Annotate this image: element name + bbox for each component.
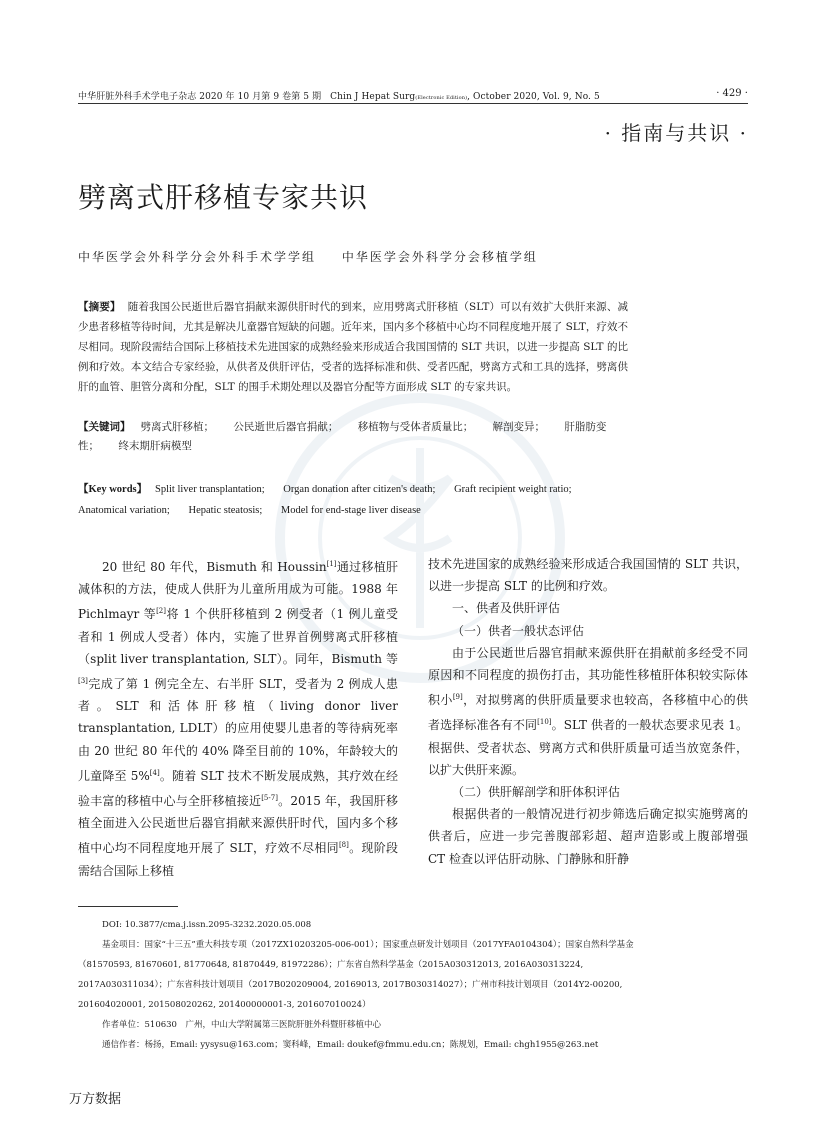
- keyword-cn: 公民逝世后器官捐献；: [233, 421, 339, 433]
- keywords-cn-label: 【关键词】: [78, 421, 131, 433]
- body-text: ，对拟劈离的供肝质量要求也较高，各移植中心的供者选择标准各有不同: [428, 693, 748, 733]
- body-text: 通过移植肝减体积的方法，使成人供肝为儿童所用成为可能。1988 年 Pichlmayr 等: [78, 560, 398, 622]
- body-column-left: [78, 553, 398, 882]
- body-text: 。SLT 供者的一般状态要求见表 1。根据供、受者状态、劈离方式和供肝质量可适当放宽条件，以扩大供肝来源。: [428, 718, 748, 777]
- funding-note: 基金项目：国家“十三五”重大科技专项（2017ZX10203205-006-001）；国家重点研发计划项目（2017YFA0104304）；国家自然科学基金（81570593, 81670601, 81770648, 81870449, 81972286）；广东省自然科学基金（2015A030312013, 2016A030313224, 2017A030311034）；广东省科技计划项目（2017B020209004, 20169013, 2017B030314027）；广州市科技计划项目（2014Y2-00200, 201604020001, 201508020262, 201400000001-3, 201607010024）: [78, 940, 634, 1010]
- body-text: 20 世纪 80 年代，Bismuth 和 Houssin: [102, 560, 327, 574]
- keyword-cn: 肝脂肪变性；: [78, 421, 607, 452]
- affiliation-note: 作者单位：510630 广州，中山大学附属第三医院肝脏外科暨肝移植中心: [102, 1020, 381, 1030]
- subsection-heading-2: （二）供肝解剖学和肝体积评估: [452, 785, 621, 800]
- journal-name-cn: 中华肝脏外科手术学电子杂志 2020 年 10 月第 9 卷第 5 期: [78, 92, 322, 102]
- author-group-2: 中华医学会外科学分会移植学组: [341, 250, 538, 264]
- keyword-cn: 终末期肝病模型: [118, 440, 192, 452]
- section-label: · 指南与共识 ·: [604, 121, 748, 145]
- body-paragraph-continued: 技术先进国家的成熟经验来形成适合我国国情的 SLT 共识，以进一步提高 SLT 的比例和疗效。: [428, 557, 748, 594]
- running-header: [78, 89, 600, 102]
- header-rule: [78, 103, 748, 104]
- subsection-heading-1: （一）供者一般状态评估: [452, 623, 585, 638]
- source-label: 万方数据: [69, 1092, 122, 1107]
- body-column-right: [428, 553, 748, 870]
- keyword-en: Graft recipient weight ratio;: [454, 484, 572, 495]
- footnotes: [78, 915, 638, 1055]
- keywords-en: [78, 479, 628, 521]
- keyword-en: Model for end-stage liver disease: [280, 505, 421, 516]
- keywords-en-label: 【Key words】: [78, 484, 148, 495]
- keywords-cn: [78, 418, 628, 456]
- journal-edition: (Electronic Edition): [415, 95, 468, 101]
- keyword-en: Hepatic steatosis;: [188, 505, 263, 516]
- doi: DOI: 10.3877/cma.j.issn.2095-3232.2020.05.008: [102, 920, 312, 930]
- abstract-label: 【摘要】: [78, 301, 121, 313]
- article-title: 劈离式肝移植专家共识: [78, 181, 369, 214]
- keyword-en: Split liver transplantation;: [155, 484, 265, 495]
- journal-issue: , October 2020, Vol. 9, No. 5: [467, 92, 600, 102]
- keyword-cn: 劈离式肝移植；: [140, 421, 215, 433]
- section-heading-1: 一、供者及供肝评估: [452, 601, 561, 616]
- abstract: [78, 297, 628, 397]
- body-paragraph: [428, 642, 748, 781]
- citation: [1]: [326, 560, 337, 568]
- journal-name-en: Chin J Hepat Surg: [330, 92, 416, 102]
- body-text: 。2015 年，我国肝移植全面进入公民逝世后器官捐献来源供肝时代，国内多个移植中心均不同程度地开展了 SLT，疗效不尽相同: [78, 794, 398, 856]
- body-paragraph: 根据供者的一般情况进行初步筛选后确定拟实施劈离的供者后，应进一步完善腹部彩超、超声造影或上腹部增强 CT 检查以评估肝动脉、门静脉和肝静: [428, 807, 748, 866]
- abstract-text: 随着我国公民逝世后器官捐献来源供肝时代的到来，应用劈离式肝移植（SLT）可以有效扩大供肝来源、减少患者移植等待时间，尤其是解决儿童器官短缺的问题。近年来，国内多个移植中心均不同程度地开展了 SLT，疗效不尽相同。现阶段需结合国际上移植技术先进国家的成熟经验来形成适合我国国情的 SLT 共识，以进一步提高 SLT 的比例和疗效。本文结合专家经验，从供者及供肝评估，受者的选择标准和供、受者匹配，劈离方式和工具的选择，劈离供肝的血管、胆管分离和分配，SLT 的围手术期处理以及器官分配等方面形成 SLT 的专家共识。: [78, 301, 628, 393]
- body-text: 。现阶段需结合国际上移植: [78, 841, 398, 878]
- body-paragraph: [78, 553, 398, 882]
- citation: [3]: [78, 677, 88, 686]
- keyword-en: Anatomical variation;: [78, 505, 170, 516]
- correspondence-note: 通信作者：杨扬，Email: yysysu@163.com；窦科峰，Email: doukef@fmmu.edu.cn；陈规划，Email: chgh1955@263.net: [102, 1040, 599, 1050]
- citation: [8]: [338, 841, 349, 850]
- citation: [5-7]: [261, 794, 278, 803]
- author-groups: [78, 248, 538, 265]
- citation: [2]: [156, 607, 166, 616]
- keyword-cn: 解剖变异；: [492, 421, 546, 433]
- keyword-cn: 移植物与受体者质量比；: [357, 421, 474, 433]
- keyword-en: Organ donation after citizen's death;: [283, 484, 436, 495]
- body-text: 将 1 个供肝移植到 2 例受者（1 例儿童受者和 1 例成人受者）体内，实施了世界首例劈离式肝移植（split liver transplantation, SLT）。同年，Bismuth 等: [78, 607, 398, 666]
- body-text: 完成了第 1 例完全左、右半肝 SLT，受者为 2 例成人患者。SLT 和活体肝移植（living donor liver transplantation, LDLT）的应用使婴儿患者的等待病死率由 20 世纪 80 年代的 40% 降至目前的 10%，年龄较大的儿童降至 5%: [78, 677, 398, 783]
- footnote-rule: [78, 906, 178, 907]
- body-text: 。随着 SLT 技术不断发展成熟，其疗效在经验丰富的移植中心与全肝移植接近: [78, 768, 398, 809]
- citation: [9]: [452, 693, 463, 702]
- citation: [10]: [537, 718, 552, 727]
- author-group-1: 中华医学会外科学分会外科手术学学组: [78, 250, 317, 264]
- citation: [4]: [149, 768, 160, 777]
- body-text: 由于公民逝世后器官捐献来源供肝在捐献前多经受不同原因和不同程度的损伤打击，其功能性移植肝体积较实际体积小: [428, 645, 748, 708]
- page-number: · 429 ·: [716, 88, 748, 99]
